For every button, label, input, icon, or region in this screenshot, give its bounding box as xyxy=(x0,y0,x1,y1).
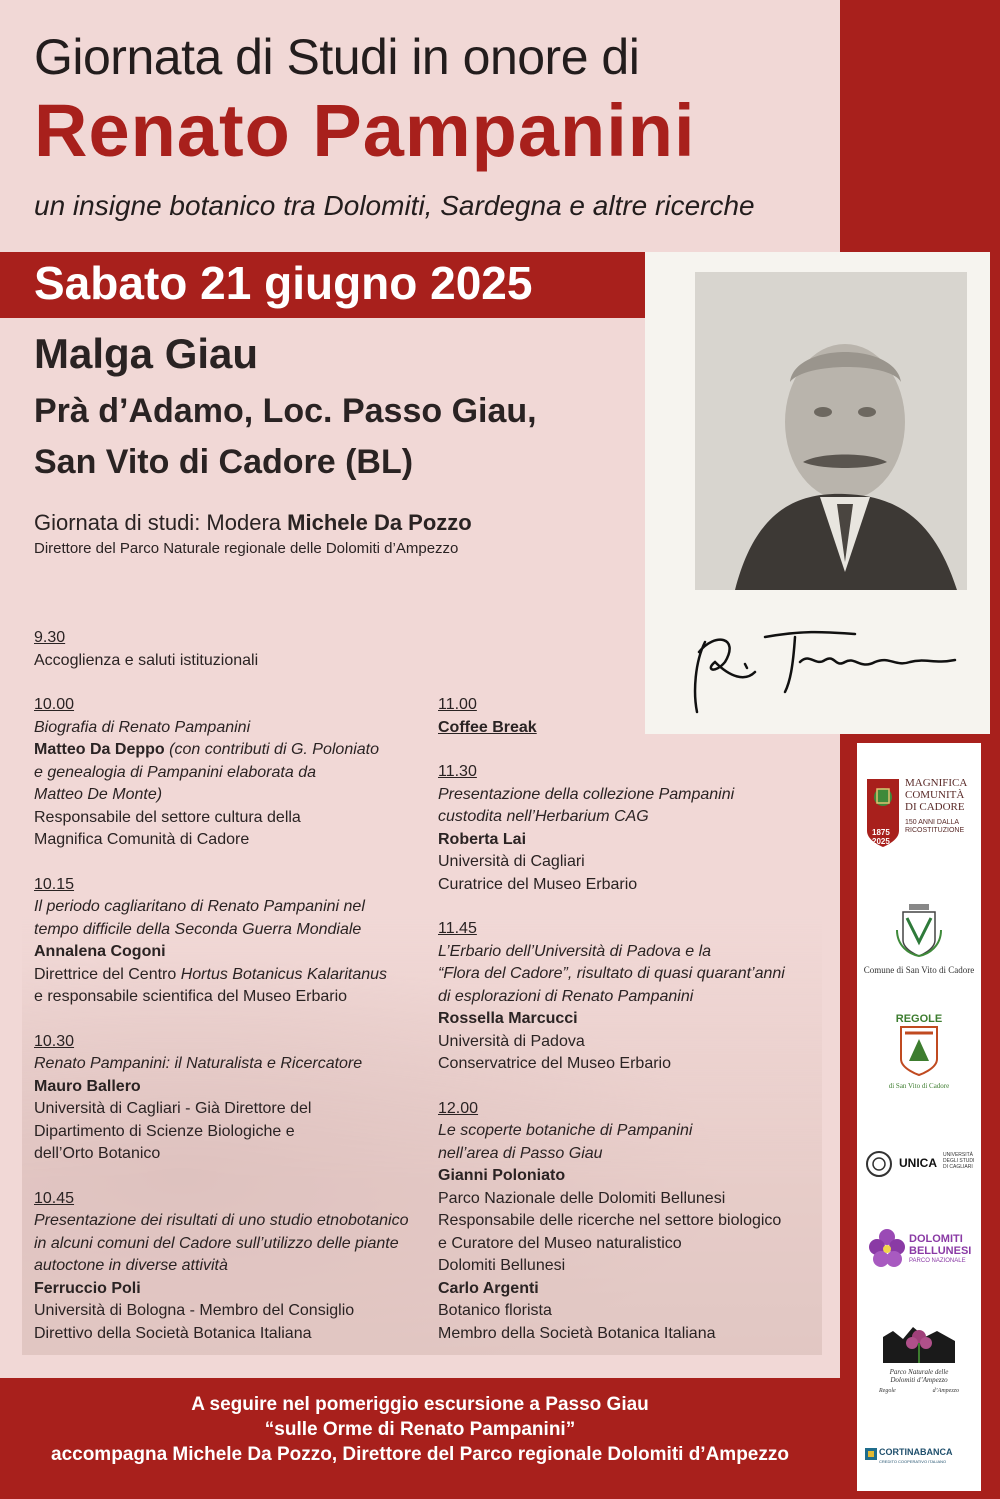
logo-comune-san-vito xyxy=(857,900,981,980)
logo-parco-ampezzo xyxy=(857,1323,981,1398)
portrait-figure-icon xyxy=(695,272,967,590)
moderator-name: Michele Da Pozzo xyxy=(287,510,472,535)
time-1200: 12.00 xyxy=(438,1099,479,1117)
ampezzo-line-2: Dolomiti d’Ampezzo xyxy=(890,1376,948,1384)
speaker-affiliation: Dipartimento di Scienze Biologiche e xyxy=(34,1122,295,1140)
speaker-name: Carlo Argenti xyxy=(438,1279,539,1297)
speaker-affiliation: Membro della Società Botanica Italiana xyxy=(438,1324,716,1342)
speaker-affiliation: Università di Padova xyxy=(438,1032,585,1050)
affiliation-italic: Hortus Botanicus Kalaritanus xyxy=(180,965,388,983)
speaker-affiliation: Dolomiti Bellunesi xyxy=(438,1257,566,1274)
speaker-name: Rossella Marcucci xyxy=(438,1010,578,1027)
footer-line-2: “sulle Orme di Renato Pampanini” xyxy=(264,1419,576,1440)
talk-title: custodita nell’Herbarium CAG xyxy=(438,808,649,825)
years-start: 1875 xyxy=(872,828,890,837)
mountain-flower-icon xyxy=(857,1323,981,1363)
speaker-affiliation: Magnifica Comunità di Cadore xyxy=(34,831,250,848)
regole-bottom: di San Vito di Cadore xyxy=(888,1082,950,1090)
sponsor-logos xyxy=(857,743,981,1491)
magnifica-name-2: COMUNITÀ xyxy=(905,789,965,801)
time-1045: 10.45 xyxy=(34,1189,75,1207)
magnifica-sub-1: 150 ANNI DALLA xyxy=(905,819,960,826)
magnifica-sub-2: RICOSTITUZIONE xyxy=(905,827,965,834)
program-left xyxy=(34,627,434,1345)
talk-title: Presentazione dei risultati di uno studio etnobotanico xyxy=(34,1212,409,1229)
time-1015: 10.15 xyxy=(34,875,75,893)
speaker-affiliation: Responsabile del settore cultura della xyxy=(34,808,301,826)
program-text: Accoglienza e saluti istituzionali xyxy=(34,651,259,669)
time-1100: 11.00 xyxy=(438,696,477,713)
unica-seal-icon xyxy=(865,1150,893,1178)
footer-line-1: A seguire nel pomeriggio escursione a Passo Giau xyxy=(191,1394,649,1415)
logo-cortinabanca xyxy=(857,1445,981,1469)
talk-title: Il periodo cagliaritano di Renato Pampanini nel xyxy=(34,898,365,915)
talk-title: autoctone in diverse attività xyxy=(34,1257,228,1274)
dolomiti-line-3: PARCO NAZIONALE xyxy=(909,1258,966,1264)
speaker-line xyxy=(34,739,434,762)
title-line-2: Renato Pampanini xyxy=(34,89,696,172)
talk-title: Biografia di Renato Pampanini xyxy=(34,718,251,736)
speaker-affiliation: Università di Cagliari xyxy=(438,853,585,870)
cortinabanca-sub: CREDITO COOPERATIVO ITALIANO xyxy=(879,1459,947,1464)
regole-crest-icon xyxy=(857,1025,981,1077)
footer-line-3: accompagna Michele Da Pozzo, Direttore del Parco regionale Dolomiti d’Ampezzo xyxy=(51,1444,789,1465)
speaker-name: Mauro Ballero xyxy=(34,1077,141,1095)
speaker-affiliation: Responsabile delle ricerche nel settore biologico xyxy=(438,1212,782,1229)
speaker-affiliation: e Curatore del Museo naturalistico xyxy=(438,1234,682,1252)
speaker-affiliation: Curatrice del Museo Erbario xyxy=(438,875,638,893)
speaker-affiliation: Botanico florista xyxy=(438,1302,552,1319)
moderator-role: Direttore del Parco Naturale regionale delle Dolomiti d’Ampezzo xyxy=(34,540,459,557)
speaker-affiliation: e responsabile scientifica del Museo Erbario xyxy=(34,988,348,1005)
speaker-affiliation: Direttivo della Società Botanica Italiana xyxy=(34,1324,312,1342)
footer-text xyxy=(0,1392,840,1467)
regole-top: REGOLE xyxy=(895,1013,943,1025)
speaker-name: Annalena Cogoni xyxy=(34,943,166,960)
comune-caption: Comune di San Vito di Cadore xyxy=(863,965,975,975)
subtitle: un insigne botanico tra Dolomiti, Sardegna e altre ricerche xyxy=(34,190,755,221)
flower-icon xyxy=(867,1227,907,1269)
unica-sub-2: DEGLI STUDI xyxy=(943,1158,975,1164)
location-name: Malga Giau xyxy=(34,330,259,377)
logo-dolomiti-bellunesi xyxy=(857,1225,981,1275)
talk-title: Presentazione della collezione Pampanini xyxy=(438,785,735,803)
speaker-note: Matteo De Monte) xyxy=(34,786,163,803)
speaker-affiliation: dell’Orto Botanico xyxy=(34,1145,161,1162)
ampezzo-left: Regole xyxy=(879,1388,896,1394)
time-930: 9.30 xyxy=(34,629,66,646)
speaker-note: (con contributi di G. Poloniato xyxy=(164,741,380,758)
talk-title: tempo difficile della Seconda Guerra Mondiale xyxy=(34,920,362,938)
time-1000: 10.00 xyxy=(34,696,75,713)
talk-title: nell’area di Passo Giau xyxy=(438,1144,603,1162)
ampezzo-right: d’Ampezzo xyxy=(932,1388,959,1394)
location-address-2: San Vito di Cadore (BL) xyxy=(34,443,414,481)
talk-title: “Flora del Cadore”, risultato di quasi quarant’anni xyxy=(438,965,785,982)
talk-title: in alcuni comuni del Cadore sull’utilizzo delle piante xyxy=(34,1234,399,1252)
speaker-affiliation xyxy=(34,964,434,987)
speaker-name: Matteo Da Deppo xyxy=(34,741,165,758)
title-line-1: Giornata di Studi in onore di xyxy=(34,29,640,85)
magnifica-name-1: MAGNIFICA xyxy=(905,777,968,789)
time-1145: 11.45 xyxy=(438,920,477,937)
magnifica-name-3: DI CADORE xyxy=(905,801,965,813)
speaker-affiliation: Università di Bologna - Membro del Consiglio xyxy=(34,1302,355,1319)
logo-regole xyxy=(857,1013,981,1103)
time-1130: 11.30 xyxy=(438,763,477,780)
speaker-note: e genealogia di Pampanini elaborata da xyxy=(34,763,316,781)
years-end: 2025 xyxy=(872,837,890,846)
talk-title: Renato Pampanini: il Naturalista e Ricercatore xyxy=(34,1055,363,1072)
event-date: Sabato 21 giugno 2025 xyxy=(34,257,533,309)
logo-unica xyxy=(857,1148,981,1178)
cortinabanca-brand: CORTINABANCA xyxy=(879,1447,953,1457)
dolomiti-line-1: DOLOMITI xyxy=(909,1233,963,1245)
talk-title: L’Erbario dell’Università di Padova e la xyxy=(438,942,712,960)
talk-title: Le scoperte botaniche di Pampanini xyxy=(438,1122,693,1139)
talk-title: di esplorazioni di Renato Pampanini xyxy=(438,987,694,1005)
affiliation-text: Direttrice del Centro xyxy=(34,965,181,983)
speaker-name: Ferruccio Poli xyxy=(34,1279,141,1297)
speaker-affiliation: Università di Cagliari - Già Direttore del xyxy=(34,1100,312,1117)
coffee-break: Coffee Break xyxy=(438,718,537,736)
location-address-1: Prà d’Adamo, Loc. Passo Giau, xyxy=(34,392,537,430)
moderator-line xyxy=(34,510,472,536)
logo-magnifica-comunita xyxy=(857,773,981,853)
moderator-prefix: Giornata di studi: Modera xyxy=(34,510,288,535)
portrait-photo xyxy=(695,272,967,590)
speaker-affiliation: Conservatrice del Museo Erbario xyxy=(438,1055,671,1072)
speaker-name: Gianni Poloniato xyxy=(438,1167,566,1184)
cortinabanca-mark-icon xyxy=(865,1448,877,1460)
comune-crest-icon xyxy=(857,900,981,958)
speaker-affiliation: Parco Nazionale delle Dolomiti Bellunesi xyxy=(438,1189,726,1207)
program-right xyxy=(438,694,838,1345)
time-1030: 10.30 xyxy=(34,1032,75,1050)
unica-sub-1: UNIVERSITÀ xyxy=(943,1152,974,1158)
unica-brand: UNICA xyxy=(899,1156,937,1170)
speaker-name: Roberta Lai xyxy=(438,830,527,848)
unica-sub-3: DI CAGLIARI xyxy=(943,1164,973,1170)
dolomiti-line-2: BELLUNESI xyxy=(909,1245,972,1257)
ampezzo-line-1: Parco Naturale delle xyxy=(889,1368,949,1376)
